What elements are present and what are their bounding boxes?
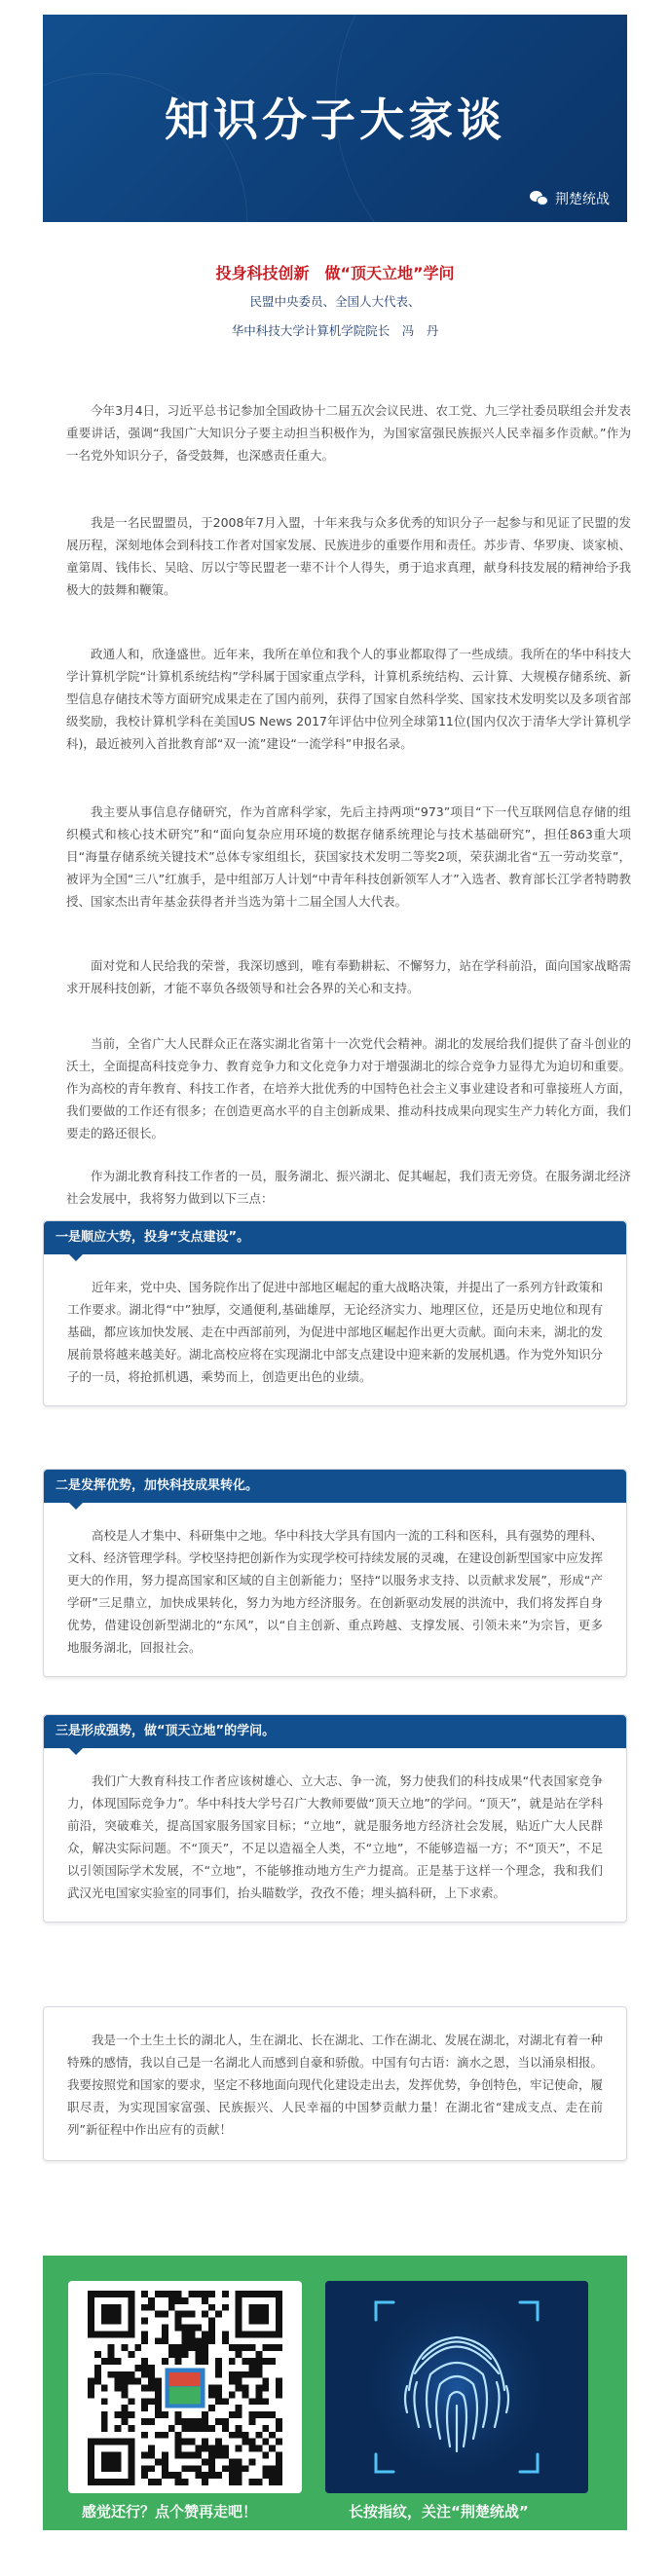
intro-paragraph: 当前，全省广大人民群众正在落实湖北省第十一次党代会精神。湖北的发展给我们提供了奋斗创业的沃土，全面提高科技竞争力、教育竞争力和文化竞争力对于增强湖北的综合竞争力显得尤为迫切和重要。作为高校的青年教育、科技工作者，在培养大批优秀的中国特色社会主义事业建设者和可靠接班人方面，我们要做的工作还有很多；在创造更高水平的自主创新成果、推动科技成果向现实生产力转化方面，我们要走的路还很长。 xyxy=(66,1036,631,1140)
like-prompt-caption: 感觉还行？点个赞再走吧！ xyxy=(82,2503,258,2520)
intro-paragraph: 我主要从事信息存储研究，作为首席科学家，先后主持两项“973”项目“下一代互联网信息存储的组织模式和核心技术研究”和“面向复杂应用环境的数据存储系统理论与技术基础研究”，担任863重大项目“海量存储系统关键技术”总体专家组组长，获国家技术发明二等奖2项，荣获湖北省“五一劳动奖章”，被评为全国“三八”红旗手，是中组部万人计划“中青年科技创新领军人才”入选者、教育部长江学者特聘教授、国家杰出青年基金获得者并当选为第十二届全国人大代表。 xyxy=(66,804,631,909)
banner-title: 知识分子大家谈 xyxy=(165,93,505,146)
fingerprint-icon[interactable] xyxy=(325,2281,588,2493)
follow-prompt-caption: 长按指纹，关注“荆楚统战” xyxy=(349,2503,529,2520)
intro-paragraph: 面对党和人民给我的荣誉，我深切感到，唯有奉勤耕耘、不懈努力，站在学科前沿，面向国家战略需求开展科技创新，才能不辜负各级领导和社会各界的关心和支持。 xyxy=(66,958,631,995)
wechat-icon xyxy=(530,191,549,206)
banner-brand xyxy=(530,189,610,208)
section-card xyxy=(43,1714,627,1923)
section-body: 高校是人才集中、科研集中之地。华中科技大学具有国内一流的工科和医科，具有强势的理科、文科、经济管理学科。学校坚持把创新作为实现学校可持续发展的灵魂，在建设创新型国家中应发挥更大的作用，努力提高国家和区域的自主创新能力；坚持“以服务求支持、以贡献求发展”，形成“产学研”三足鼎立，加快成果转化，努力为地方经济服务。在创新驱动发展的洪流中，我们将发挥自身优势，借建设创新型湖北的“东风”，以“自主创新、重点跨越、支撑发展、引领未来”为宗旨，更多地服务湖北，回报社会。 xyxy=(67,1528,604,1655)
qr-code-card[interactable] xyxy=(68,2281,302,2493)
intro-paragraph: 政通人和，欣逢盛世。近年来，我所在单位和我个人的事业都取得了一些成绩。我所在的华中科技大学计算机学院“计算机系统结构”学科属于国家重点学科，计算机系统结构、云计算、大规模存储系统、新型信息存储技术等方面研究成果走在了国内前列，获得了国家自然科学奖、国家技术发明奖以及多项省部级奖励，我校计算机学科在美国US News 2017年评估中位列全球第11位(国内仅次于清华大学计算机学科)，最近被列入首批教育部“双一流”建设“一流学科”申报名录。 xyxy=(66,647,631,751)
section-heading: 三是形成强势，做“顶天立地”的学问。 xyxy=(44,1715,626,1748)
footer-follow-panel xyxy=(43,2256,627,2530)
intro-paragraph: 作为湖北教育科技工作者的一员，服务湖北、振兴湖北、促其崛起，我们责无旁贷。在服务湖北经济社会发展中，我将努力做到以下三点： xyxy=(66,1169,631,1206)
article-title: 投身科技创新 做“顶天立地”学问 xyxy=(215,264,455,282)
intro-paragraph: 我是一名民盟盟员，于2008年7月入盟，十年来我与众多优秀的知识分子一起参与和见证了民盟的发展历程，深刻地体会到科技工作者对国家发展、民族进步的重要作用和责任。苏步青、华罗庚、谈家桢、童第周、钱伟长、吴晗、厉以宁等民盟老一辈不计个人得失，勇于追求真理，献身科技发展的精神给予我极大的鼓舞和鞭策。 xyxy=(66,515,631,597)
section-body: 近年来，党中央、国务院作出了促进中部地区崛起的重大战略决策，并提出了一系列方针政策和工作要求。湖北得“中”独厚，交通便利,基础雄厚，无论经济实力、地理区位，还是历史地位和现有基础，都应该加快发展、走在中西部前列，为促进中部地区崛起作出更大贡献。面向未来，湖北的发展前景将越来越美好。湖北高校应将在实现湖北中部支点建设中迎来新的发展机遇。作为党外知识分子的一员，将抢抓机遇，乘势而上，创造更出色的业绩。 xyxy=(67,1280,604,1384)
section-heading: 二是发挥优势，加快科技成果转化。 xyxy=(44,1470,626,1503)
brand-name: 荆楚统战 xyxy=(555,192,610,207)
qr-code-icon[interactable] xyxy=(88,2291,282,2485)
section-heading: 一是顺应大势，投身“支点建设”。 xyxy=(44,1221,626,1254)
author-title-line: 民盟中央委员、全国人大代表、 xyxy=(249,294,421,309)
author-name-line: 华中科技大学计算机学院院长 冯 丹 xyxy=(231,323,439,338)
header-banner xyxy=(43,15,627,222)
section-card xyxy=(43,1469,627,1677)
section-card xyxy=(43,1220,627,1406)
fingerprint-card[interactable] xyxy=(325,2281,588,2493)
intro-paragraph: 今年3月4日，习近平总书记参加全国政协十二届五次会议民进、农工党、九三学社委员联组会并发表重要讲话，强调“我国广大知识分子要主动担当积极作为，为国家富强民族振兴人民幸福多作贡献。”作为一名党外知识分子，备受鼓舞，也深感责任重大。 xyxy=(66,403,631,463)
closing-card: 我是一个土生土长的湖北人，生在湖北、长在湖北、工作在湖北、发展在湖北，对湖北有着一种特殊的感情，我以自己是一名湖北人而感到自豪和骄傲。中国有句古语：滴水之恩，当以涌泉相报。我要按照党和国家的要求，坚定不移地面向现代化建设走出去，发挥优势，争创特色，牢记使命，履职尽责，为实现国家富强、民族振兴、人民幸福的中国梦贡献力量！在湖北省“建成支点、走在前列”新征程中作出应有的贡献！ xyxy=(43,2006,627,2161)
section-body: 我们广大教育科技工作者应该树雄心、立大志、争一流，努力使我们的科技成果“代表国家竞争力，体现国际竞争力”。华中科技大学号召广大教师要做“顶天立地”的学问。“顶天”，就是站在学科前沿，突破难关，提高国家服务国家目标；“立地”，就是服务地方经济社会发展，贴近广大人民群众，解决实际问题。不“顶天”，不足以造福全人类，不“立地”，不能够造福一方；不“顶天”，不足以引领国际学术发展，不“立地”，不能够推动地方生产力提高。正是基于这样一个理念，我和我们武汉光电国家实验室的同事们，抬头瞄数学，孜孜不倦；埋头搞科研，上下求索。 xyxy=(67,1773,603,1900)
